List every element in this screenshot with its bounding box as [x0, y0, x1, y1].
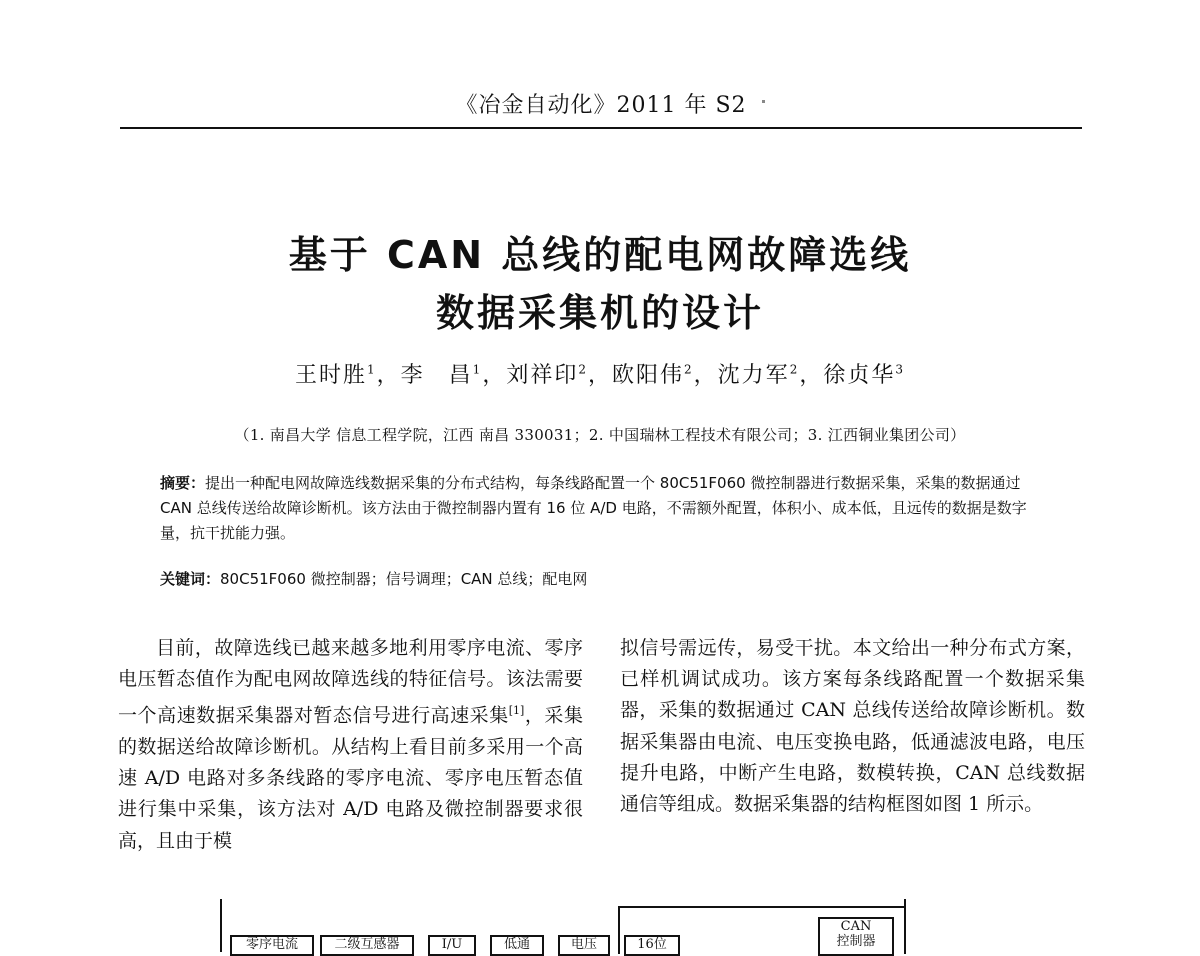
figure-left-line: [220, 899, 222, 952]
author-affil-mark: 3: [895, 362, 905, 377]
body-paragraph: [118, 633, 583, 857]
header-rule: [120, 127, 1082, 129]
body-left-text-b: ，采集的数据送给故障诊断机。从结构上看目前多采用一个高速 A/D 电路对多条线路的零序电流、零序电压暂态值进行集中采集，该方法对 A/D 电路及微控制器要求很高，且由于模: [118, 704, 583, 852]
scan-speck: [762, 100, 765, 103]
affiliations: （1. 南昌大学 信息工程学院，江西 南昌 330031；2. 中国瑞林工程技术有限公司；3. 江西铜业集团公司）: [234, 426, 966, 444]
author-affil-mark: 1: [472, 362, 483, 377]
controller-label: 控制器: [836, 934, 876, 949]
box-iu: I/U: [428, 935, 476, 956]
journal-header: 《冶金自动化》2011 年 S2: [455, 93, 747, 118]
author-name: 徐贞华: [823, 363, 896, 388]
author-separator: ，: [482, 363, 507, 388]
box-16bit: 16位: [624, 935, 680, 956]
author-affil-mark: 2: [578, 362, 588, 377]
keywords-text: 80C51F060 微控制器；信号调理；CAN 总线；配电网: [220, 570, 588, 588]
citation-ref: [1]: [508, 704, 525, 718]
author-list: [0, 358, 1200, 389]
keywords: [160, 568, 1050, 589]
abstract: [160, 471, 1050, 546]
abstract-text: 提出一种配电网故障选线数据采集的分布式结构，每条线路配置一个 80C51F060 微控制器进行数据采集，采集的数据通过 CAN 总线传送给故障诊断机。该方法由于微控制器内置有 16 位 A/D 电路，不需额外配置，体积小、成本低，且远传的数据是数字量，抗干扰能力强。: [160, 474, 1027, 542]
figure-1-fragment: [220, 893, 910, 952]
box-can-controller: [818, 917, 894, 956]
figure-right-line: [904, 899, 906, 952]
can-label: CAN: [840, 919, 872, 934]
author-name: 刘祥印: [506, 363, 579, 388]
author-separator: ，: [799, 363, 824, 388]
author-separator: ，: [376, 363, 401, 388]
body-left-text-a: 目前，故障选线已越来越多地利用零序电流、零序电压暂态值作为配电网故障选线的特征信号。该法需要一个高速数据采集器对暂态信号进行高速采集: [118, 637, 583, 727]
author-affil-mark: 2: [789, 362, 800, 377]
author-name: 欧阳伟: [612, 363, 685, 388]
author-name: 王时胜: [294, 363, 367, 388]
body-column-right: [620, 633, 1085, 820]
abstract-label: 摘要：: [160, 474, 206, 492]
author-affil-mark: 2: [684, 362, 694, 377]
box-ct: 二级互感器: [320, 935, 414, 956]
author-name: 李 昌: [400, 363, 473, 388]
keywords-label: 关键词：: [160, 570, 221, 588]
body-column-left: [118, 633, 583, 857]
author-separator: ，: [587, 363, 612, 388]
box-lowpass: 低通: [490, 935, 544, 956]
box-voltage: 电压: [558, 935, 610, 956]
paper-title-line2: 数据采集机的设计: [435, 291, 764, 335]
author-name: 沈力军: [717, 363, 790, 388]
author-separator: ，: [693, 363, 718, 388]
author-affil-mark: 1: [367, 362, 377, 377]
body-paragraph-cont: 拟信号需远传，易受干扰。本文给出一种分布式方案，已样机调试成功。该方案每条线路配置一个数据采集器，采集的数据通过 CAN 总线传送给故障诊断机。数据采集器由电流、电压变换电路，低通滤波电路，电压提升电路，中断产生电路，数模转换，CAN 总线数据通信等组成。数据采集器的结构框图如图 1 所示。: [620, 637, 1085, 816]
box-zero-seq-current: 零序电流: [230, 935, 314, 956]
paper-title-line1: 基于 CAN 总线的配电网故障选线: [288, 233, 912, 277]
